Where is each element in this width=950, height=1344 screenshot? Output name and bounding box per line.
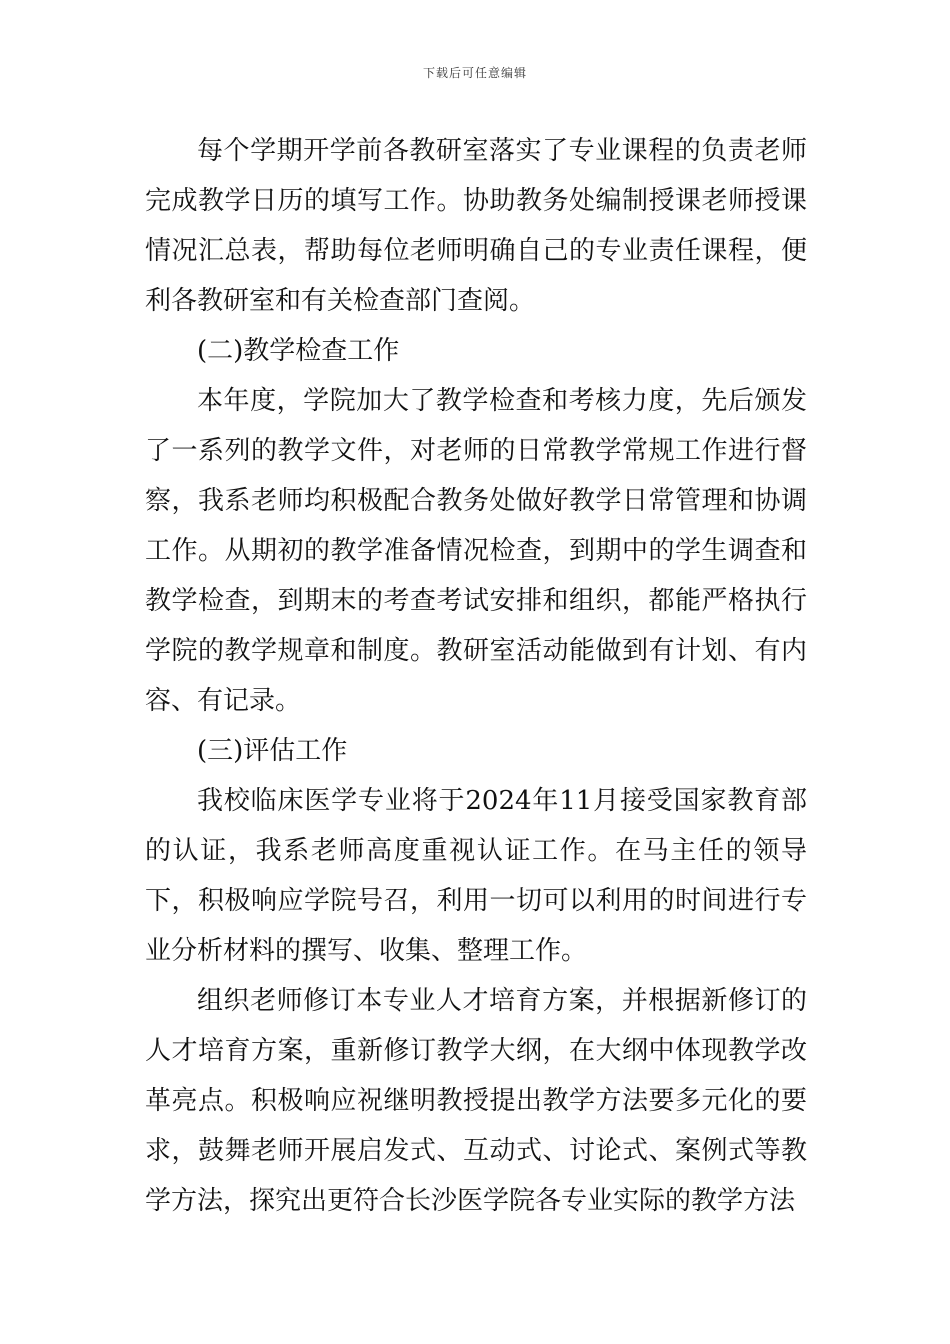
section-heading-2: (二)教学检查工作 [197, 336, 400, 366]
paragraph-5: 我校临床医学专业将于2024年11月接受国家教育部的认证，我系老师高度重视认证工作。在马主任的领导下，积极响应学院号召，利用一切可以利用的时间进行专业分析材料的撰写、收集、整理工作。 [145, 786, 807, 966]
section-heading-3: (三)评估工作 [197, 736, 348, 766]
document-body [145, 126, 807, 1226]
page-header: 下载后可任意编辑 [422, 66, 527, 80]
paragraph-3: 本年度，学院加大了教学检查和考核力度，先后颁发了一系列的教学文件，对老师的日常教学常规工作进行督察，我系老师均积极配合教务处做好教学日常管理和协调工作。从期初的教学准备情况检查，到期中的学生调查和教学检查，到期末的考查考试安排和组织，都能严格执行学院的教学规章和制度。教研室活动能做到有计划、有内容、有记录。 [145, 386, 807, 716]
paragraph-1: 每个学期开学前各教研室落实了专业课程的负责老师完成教学日历的填写工作。协助教务处编制授课老师授课情况汇总表，帮助每位老师明确自己的专业责任课程，便利各教研室和有关检查部门查阅。 [145, 136, 807, 316]
paragraph-6: 组织老师修订本专业人才培育方案，并根据新修订的人才培育方案，重新修订教学大纲，在大纲中体现教学改革亮点。积极响应祝继明教授提出教学方法要多元化的要求，鼓舞老师开展启发式、互动式、讨论式、案例式等教学方法，探究出更符合长沙医学院各专业实际的教学方法 [145, 986, 807, 1216]
